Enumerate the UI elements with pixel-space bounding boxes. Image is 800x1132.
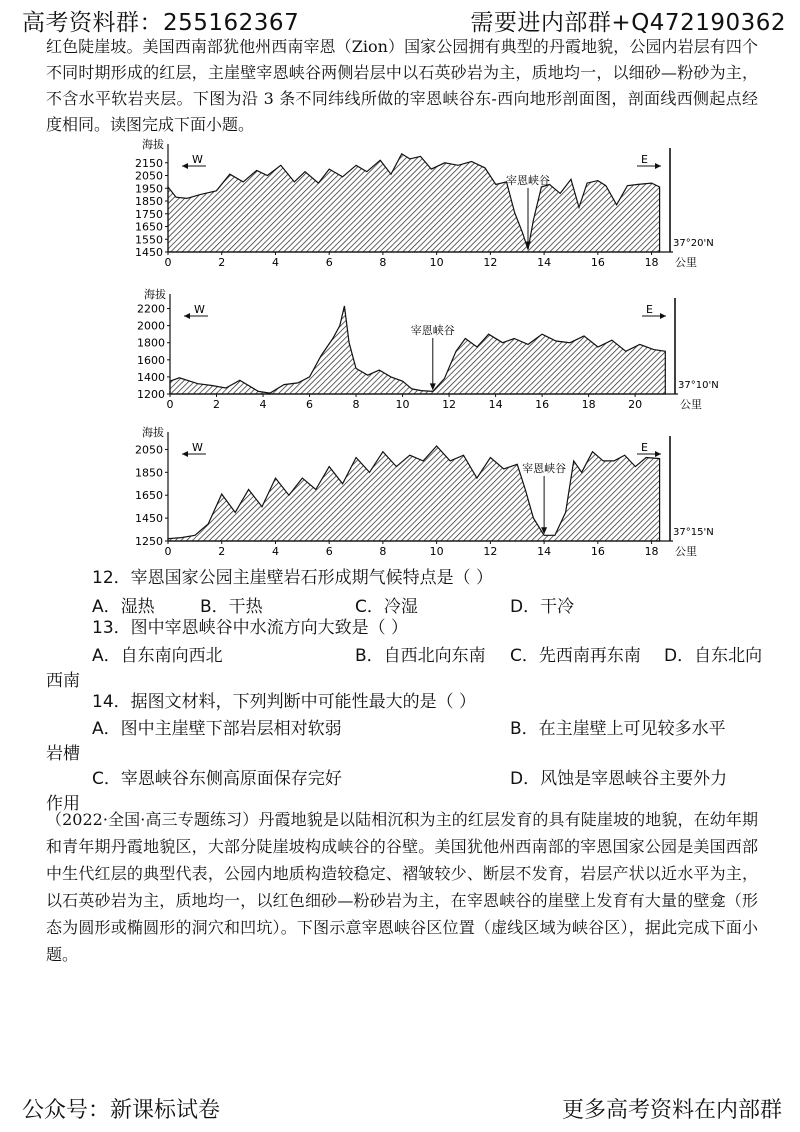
west-arrow-head [182,163,188,169]
y-tick-label: 1250 [135,535,163,548]
y-tick-label: 1650 [135,489,163,503]
y-tick-label: 1200 [137,388,165,401]
x-tick-label: 14 [537,256,552,269]
x-tick-label: 12 [483,256,498,269]
second-paragraph: （2022·全国·高三专题练习）丹霞地貌是以陆相沉积为主的红层发育的具有陡崖坡的地貌，在幼年期和青年期丹霞地貌区，大部分陡崖坡构成峡谷的谷壁。美国犹他州西南部的宰恩国家公园是美国西部中生代红层的典型代表，公园内地质构造较稳定、褶皱较少、断层不发育，岩层产状以近水平为主，以石英砂岩为主，质地均一，以红色细砂—粉砂岩为主，在宰恩峡谷的崖壁上发育有大量的壁龛（形态为圆形或椭圆形的洞穴和凹坑）。下图示意宰恩峡谷区位置（虚线区域为峡谷区），据此完成下面小题。 [46,810,758,964]
y-tick-label: 1750 [135,207,163,221]
profile-chart-37-10 [120,280,720,420]
y-tick-label: 2050 [135,443,163,457]
x-axis-unit: 公里 [680,398,702,411]
q12-stem: 12．宰恩国家公园主崖壁岩石形成期气候特点是（ ） [92,568,494,588]
q14-option-b-continued: 岩槽 [46,744,80,764]
y-tick-label: 1450 [135,512,163,526]
east-label: E [641,153,648,166]
x-tick-label: 10 [395,398,410,411]
footer-left: 公众号：新课标试卷 [22,1098,221,1123]
x-tick-label: 6 [325,256,333,269]
y-tick-label: 2150 [135,156,163,170]
q12-option-b: B．干热 [200,597,263,617]
y-axis-label: 海拔 [142,138,164,151]
y-tick-label: 2000 [137,319,165,333]
x-tick-label: 4 [259,398,267,411]
west-arrow-head [184,313,190,319]
x-tick-label: 6 [325,545,333,558]
x-tick-label: 14 [537,545,552,558]
q13-option-b: B．自西北向东南 [355,646,486,666]
x-tick-label: 12 [442,398,457,411]
y-axis-label: 海拔 [144,288,166,301]
x-tick-label: 18 [644,545,659,558]
x-tick-label: 16 [590,256,605,269]
x-axis-unit: 公里 [675,545,697,558]
x-tick-label: 6 [306,398,314,411]
y-tick-label: 1850 [135,466,163,480]
x-tick-label: 2 [213,398,221,411]
y-tick-label: 1950 [135,182,163,196]
x-tick-label: 16 [535,398,550,411]
x-tick-label: 18 [644,256,659,269]
y-axis-label: 海拔 [142,426,164,439]
terrain-profile-area [168,446,660,541]
q14-option-d: D．风蚀是宰恩峡谷主要外力 [510,769,728,789]
east-label: E [641,441,648,454]
canyon-label: 宰恩峡谷 [522,462,567,475]
q13-option-a: A．自东南向西北 [92,646,223,666]
y-tick-label: 2050 [135,169,163,183]
q14-stem: 14．据图文材料，下列判断中可能性最大的是（ ） [92,692,477,712]
q12-option-c: C．冷湿 [355,597,418,617]
x-tick-label: 0 [166,398,174,411]
q14-option-b: B．在主崖壁上可见较多水平 [510,719,726,739]
east-arrow-head [660,313,666,319]
x-tick-label: 8 [352,398,360,411]
west-label: W [192,441,203,454]
intro-paragraph: 红色陡崖坡。美国西南部犹他州西南宰恩（Zion）国家公园拥有典型的丹霞地貌，公园内岩层有四个不同时期形成的红层，主崖壁宰恩峡谷两侧岩层中以石英砂岩为主，质地均一，以细砂—粉砂为主，不含水平软岩夹层。下图为沿 3 条不同纬线所做的宰恩峡谷东-西向地形剖面图，剖面线西侧起点经度相同。读图完成下面小题。 [46,37,758,134]
x-tick-label: 8 [379,545,387,558]
latitude-label: 37°20'N [673,238,714,249]
q13-stem: 13．图中宰恩峡谷中水流方向大致是（ ） [92,618,409,638]
profile-chart-37-15 [120,420,720,565]
terrain-profile-area [170,306,665,394]
x-tick-label: 16 [590,545,605,558]
q14-option-a: A．图中主崖壁下部岩层相对软弱 [92,719,342,739]
y-tick-label: 1600 [137,353,165,367]
east-arrow-head [655,451,661,457]
y-tick-label: 1450 [135,246,163,259]
q12-option-a: A．湿热 [92,597,155,617]
y-tick-label: 1400 [137,370,165,384]
x-tick-label: 2 [218,256,226,269]
y-tick-label: 1850 [135,195,163,208]
q12-option-d: D．干冷 [510,597,575,617]
x-tick-label: 0 [164,545,172,558]
header-group-right: 需要进内部群+Q472190362 [470,10,786,36]
latitude-label: 37°10'N [678,380,719,391]
west-label: W [194,303,205,316]
y-tick-label: 1800 [137,336,165,350]
x-tick-label: 4 [271,256,279,269]
latitude-label: 37°15'N [673,527,714,538]
x-tick-label: 8 [379,256,387,269]
footer-right: 更多高考资料在内部群 [561,1098,782,1123]
x-tick-label: 0 [164,256,172,269]
x-tick-label: 18 [581,398,596,411]
east-arrow-head [655,163,661,169]
east-label: E [646,303,653,316]
x-tick-label: 10 [429,545,444,558]
x-tick-label: 20 [628,398,643,411]
terrain-profile-area [168,154,660,252]
y-tick-label: 1550 [135,233,163,247]
canyon-label: 宰恩峡谷 [410,324,455,337]
x-tick-label: 14 [488,398,503,411]
canyon-label: 宰恩峡谷 [505,174,550,187]
y-tick-label: 1650 [135,220,163,234]
west-arrow-head [182,451,188,457]
x-tick-label: 12 [483,545,498,558]
y-tick-label: 2200 [137,302,165,316]
q13-option-d-continued: 西南 [46,671,80,691]
q13-option-d-text: D．自东北向 [664,646,763,666]
x-tick-label: 4 [271,545,279,558]
west-label: W [192,153,203,166]
x-tick-label: 10 [429,256,444,269]
q14-option-c: C．宰恩峡谷东侧高原面保存完好 [92,769,342,789]
x-tick-label: 2 [218,545,226,558]
q13-option-c: C．先西南再东南 [510,646,641,666]
header-group-left: 高考资料群：255162367 [22,10,300,36]
profile-chart-37-20 [120,138,720,278]
q14-option-d-continued: 作用 [46,794,80,814]
x-axis-unit: 公里 [675,256,697,269]
